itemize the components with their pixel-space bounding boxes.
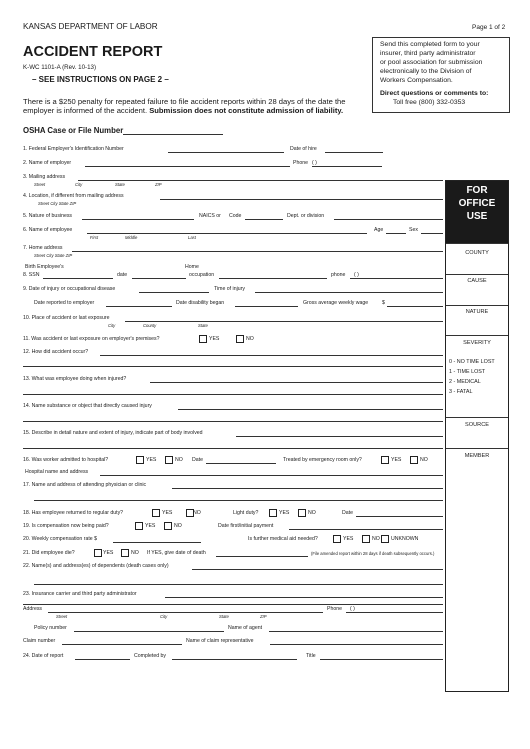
injury-extent-field[interactable] [236,436,443,437]
home-label: Home [185,264,199,270]
return-date-label: Date [342,510,353,516]
hospital-no-checkbox[interactable] [165,456,173,464]
premises-label: 11. Was accident or last exposure on employer's premises? [23,336,160,342]
birth-date-label: date [117,272,128,278]
report-date-field[interactable] [75,659,130,660]
place-county-sub: County [143,323,157,328]
die-no-checkbox[interactable] [121,549,129,557]
nature-label: NATURE [465,309,489,315]
completed-by-label: Completed by [134,653,167,659]
employer-phone-label: Phone [293,160,309,166]
severity-1: 1 - TIME LOST [449,369,486,375]
employer-phone-paren: ( ) [312,160,317,166]
regular-duty-no-label: NO [193,510,201,516]
comp-paid-no-checkbox[interactable] [164,522,172,530]
date-reported-field[interactable] [106,306,172,307]
comp-paid-yes-checkbox[interactable] [135,522,143,530]
dept-label: Dept. or division [287,213,325,219]
premises-yes-label: YES [209,336,220,342]
location-sub: Street City State ZIP [38,201,77,206]
er-yes-label: YES [391,457,402,463]
home-address-sub: Street City State ZIP [34,253,73,258]
nature-business-label: 5. Nature of business [23,213,73,219]
office-title-2: OFFICE [458,198,496,209]
place-accident-field[interactable] [125,321,443,322]
disability-began-label: Date disability began [176,300,225,306]
employee-phone-field[interactable] [350,278,443,279]
penalty-line-1: There is a $250 penalty for repeated failure to file accident reports within 28 days of the date the [23,97,346,106]
die-yes-checkbox[interactable] [94,549,102,557]
source-label: SOURCE [465,422,489,428]
home-address-field[interactable] [72,251,443,252]
mailing-street-sub: Street [34,182,46,187]
premises-yes-checkbox[interactable] [199,335,207,343]
birth-date-field[interactable] [132,278,186,279]
substance-field-2[interactable] [23,421,443,422]
employee-doing-field[interactable] [150,382,443,383]
carrier-address-label: Address [23,606,43,612]
office-title-3: USE [466,211,488,222]
osha-label: OSHA Case or File Number [23,126,124,135]
date-hire-field[interactable] [325,152,383,153]
fein-field[interactable] [168,152,284,153]
sex-label: Sex [409,227,418,233]
hospital-name-label: Hospital name and address [25,469,89,475]
toll-free-phone: Toll free (800) 332-0353 [393,99,466,106]
agent-name-field[interactable] [269,631,443,632]
code-label: Code [229,213,242,219]
comp-paid-label: 19. Is compensation now being paid? [23,523,109,529]
light-duty-yes-label: YES [279,510,290,516]
osha-field[interactable] [123,134,223,135]
policy-number-label: Policy number [34,625,67,631]
hospital-date-field[interactable] [206,463,276,464]
dept-field[interactable] [334,219,443,220]
claim-rep-field[interactable] [270,644,443,645]
employer-name-label: 2. Name of employer [23,160,72,166]
carrier-zip-sub: ZIP [260,614,267,619]
mailing-zip-sub: ZIP [155,182,162,187]
place-state-sub: State [198,323,208,328]
last-sub: Last [188,235,196,240]
occupation-label: occupation [189,272,215,278]
code-field[interactable] [245,219,283,220]
carrier-street-sub: Street [56,614,68,619]
disability-began-field[interactable] [235,306,298,307]
claim-rep-label: Name of claim representative [186,638,254,644]
employee-doing-field-2[interactable] [23,394,443,395]
injury-extent-label: 15. Describe in detail nature and extent of injury, indicate part of body involved [23,430,203,436]
office-title-1: FOR [466,185,488,196]
mailing-address-field[interactable] [78,180,443,181]
dependents-field-2[interactable] [34,584,443,585]
hospital-name-field[interactable] [100,475,443,476]
er-no-checkbox[interactable] [410,456,418,464]
completed-by-field[interactable] [172,659,297,660]
date-reported-label: Date reported to employer [34,300,95,306]
weekly-wage-field[interactable] [387,306,443,307]
medical-aid-yes-label: YES [343,536,354,542]
office-use-panel [445,180,509,692]
sex-field[interactable] [421,233,443,234]
employee-name-label: 6. Name of employee [23,227,73,233]
comp-paid-no-label: NO [174,523,182,529]
send-line-5: Workers Compensation. [380,77,453,84]
injury-date-label: 9. Date of injury or occupational disease [23,286,116,292]
insurance-carrier-field[interactable] [165,597,443,598]
occupation-field[interactable] [219,278,327,279]
medical-aid-yes-checkbox[interactable] [333,535,341,543]
medical-aid-no-checkbox[interactable] [362,535,370,543]
nature-business-field[interactable] [82,219,194,220]
form-id: K-WC 1101-A (Rev. 10-13) [23,64,97,71]
birth-employee-label: Birth Employee's [25,264,64,270]
hospital-no-label: NO [175,457,183,463]
severity-0: 0 - NO TIME LOST [449,359,495,365]
wage-dollar: $ [382,300,385,306]
employee-phone-paren: ( ) [354,272,359,278]
hospital-admit-label: 16. Was worker admitted to hospital? [23,457,109,463]
regular-duty-yes-label: YES [162,510,173,516]
date-hire-label: Date of hire [290,146,317,152]
hospital-yes-checkbox[interactable] [136,456,144,464]
fein-label: 1. Federal Employer's Identification Number [23,146,124,152]
substance-field[interactable] [178,409,443,410]
how-occur-field-2[interactable] [23,366,443,367]
severity-3: 3 - FATAL [449,389,473,395]
first-sub: First [90,235,99,240]
employer-name-field[interactable] [85,166,290,167]
death-date-label: If YES, give date of death [147,550,206,556]
middle-sub: Middle [125,235,138,240]
carrier-phone-paren: ( ) [350,606,355,612]
place-accident-label: 10. Place of accident or last exposure [23,315,110,321]
hospital-yes-label: YES [146,457,157,463]
die-no-label: NO [131,550,139,556]
employee-phone-label: phone [331,272,346,278]
send-line-3: or pool association for submission [380,59,483,66]
comp-paid-yes-label: YES [145,523,156,529]
er-yes-checkbox[interactable] [381,456,389,464]
light-duty-no-checkbox[interactable] [298,509,306,517]
member-label: MEMBER [464,453,490,459]
employee-name-field[interactable] [87,233,367,234]
mailing-city-sub: City [75,182,83,187]
liability-disclaimer: Submission does not constitute admission of liability. [149,106,344,115]
employee-die-label: 21. Did employee die? [23,550,75,556]
er-no-label: NO [420,457,428,463]
policy-number-field[interactable] [74,631,224,632]
medical-aid-unknown-label: UNKNOWN [391,536,419,542]
carrier-address-field[interactable] [48,612,323,613]
age-label: Age [374,227,384,233]
place-city-sub: City [108,323,116,328]
form-title: ACCIDENT REPORT [23,44,163,60]
office-use-header [446,181,508,243]
severity-label: SEVERITY [463,340,491,346]
injury-time-field[interactable] [255,292,443,293]
employer-phone-field[interactable] [312,166,382,167]
injury-date-field[interactable] [139,292,209,293]
how-occur-label: 12. How did accident occur? [23,349,89,355]
report-date-label: 24. Date of report [23,653,64,659]
return-date-field[interactable] [356,516,443,517]
employee-doing-label: 13. What was employee doing when injured? [23,376,127,382]
carrier-phone-label: Phone [327,606,343,612]
premises-no-label: NO [246,336,254,342]
county-label: COUNTY [465,250,489,256]
weekly-wage-label: Gross average weekly wage [303,300,369,306]
hospital-date-label: Date [192,457,203,463]
carrier-phone-field[interactable] [346,612,443,613]
premises-no-checkbox[interactable] [236,335,244,343]
light-duty-no-label: NO [308,510,316,516]
direct-questions: Direct questions or comments to: [380,90,489,97]
penalty-line-2 [23,106,343,115]
first-payment-label: Date first/initial payment [218,523,274,529]
send-line-1: Send this completed form to your [380,41,480,48]
regular-duty-yes-checkbox[interactable] [152,509,160,517]
home-address-label: 7. Home address [23,245,63,251]
claim-number-label: Claim number [23,638,56,644]
ssn-field[interactable] [43,278,113,279]
title-label: Title [306,653,316,659]
instructions-note: – SEE INSTRUCTIONS ON PAGE 2 – [32,75,169,84]
medical-aid-no-label: NO [372,536,380,542]
carrier-city-sub: City [160,614,168,619]
page-indicator: Page 1 of 2 [472,24,506,31]
light-duty-yes-checkbox[interactable] [269,509,277,517]
injury-time-label: Time of injury [214,286,245,292]
die-yes-label: YES [103,550,114,556]
weekly-comp-label: 20. Weekly compensation rate $ [23,536,98,542]
naics-label: NAICS or [199,213,221,219]
location-field[interactable] [160,199,443,200]
ssn-label: 8. SSN [23,272,40,278]
send-line-2: insurer, third party administrator [380,50,476,57]
physician-field[interactable] [172,488,443,489]
first-payment-field[interactable] [289,529,443,530]
death-date-field[interactable] [216,556,308,557]
location-label: 4. Location, if different from mailing address [23,193,124,199]
injury-extent-field-2[interactable] [23,448,443,449]
carrier-state-sub: State [219,614,229,619]
insurance-carrier-field-2[interactable] [23,604,443,605]
light-duty-label: Light duty? [233,510,259,516]
agency-name: KANSAS DEPARTMENT OF LABOR [23,22,158,31]
medical-aid-label: Is further medical aid needed? [248,536,318,542]
regular-duty-label: 18. Has employee returned to regular duty? [23,510,124,516]
amended-report-note: (File amended report within 28 days if death subsequently occurs.) [311,551,435,556]
weekly-comp-field[interactable] [113,542,201,543]
title-field[interactable] [320,659,443,660]
medical-aid-unknown-checkbox[interactable] [381,535,389,543]
send-line-4: electronically to the Division of [380,68,472,75]
agent-name-label: Name of agent [228,625,263,631]
emergency-room-label: Treated by emergency room only? [283,457,362,463]
insurance-carrier-label: 23. Insurance carrier and third party administrator [23,591,137,597]
age-field[interactable] [386,233,406,234]
penalty-text: employer is informed of the accident. [23,106,148,115]
cause-label: CAUSE [467,278,487,284]
mailing-state-sub: State [115,182,125,187]
claim-number-field[interactable] [62,644,182,645]
physician-label: 17. Name and address of attending physician or clinic [23,482,147,488]
substance-label: 14. Name substance or object that directly caused injury [23,403,152,409]
mailing-address-label: 3. Mailing address [23,174,66,180]
dependents-field[interactable] [192,569,443,570]
physician-field-2[interactable] [34,500,443,501]
how-occur-field[interactable] [100,355,443,356]
dependents-label: 22. Name(s) and address(es) of dependents (death cases only) [23,563,169,569]
severity-2: 2 - MEDICAL [449,379,481,385]
